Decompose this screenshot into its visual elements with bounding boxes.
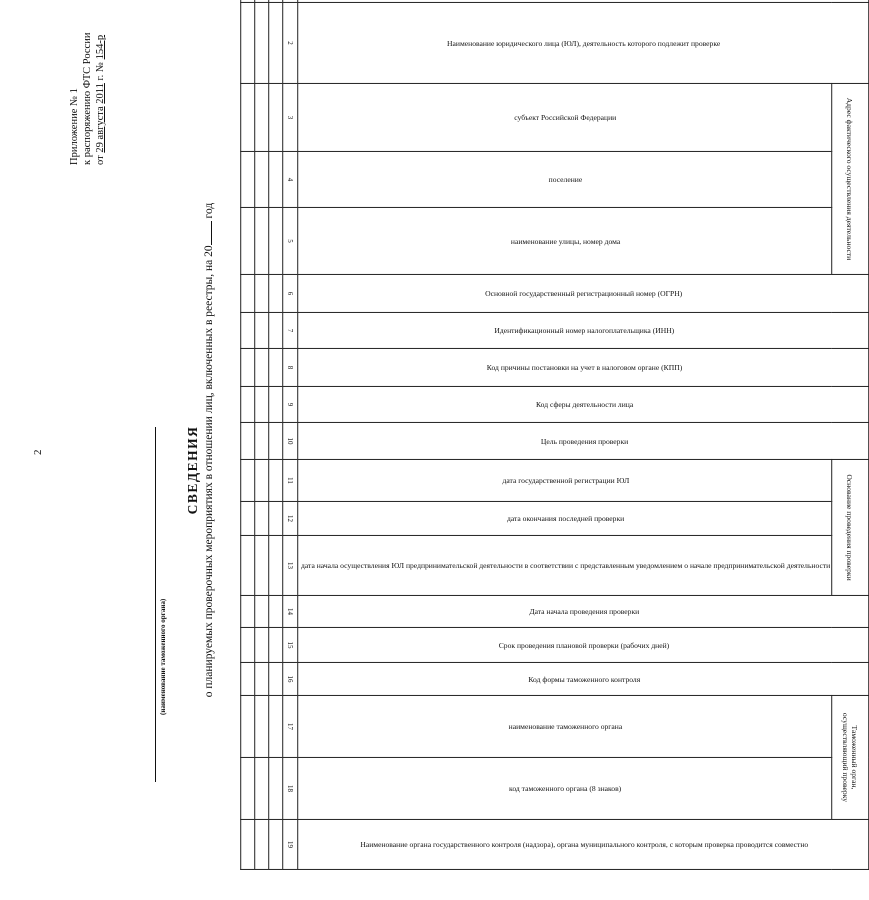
col-number: 18 (283, 758, 298, 820)
header-activity-code: Код сферы деятельности лица (298, 386, 869, 422)
empty-cell (255, 663, 269, 696)
customs-authority-line (155, 427, 156, 782)
empty-cell (241, 386, 255, 422)
empty-cell (255, 535, 269, 595)
header-business-start-date: дата начала осуществления ЮЛ предпринимательской деятельности в соответствии с представленным уведомлением о начале предпринимательской деятельности (298, 535, 832, 595)
appendix-number: 154-р (95, 34, 106, 60)
col-number: 15 (283, 628, 298, 663)
empty-cell (241, 535, 255, 595)
empty-cell (241, 758, 255, 820)
empty-cell (269, 696, 283, 758)
col-number: 2 (283, 2, 298, 83)
year-blank (211, 221, 212, 245)
empty-cell (255, 207, 269, 274)
header-customs-code: код таможенного органа (8 знаков) (298, 758, 832, 820)
header-customs-name: наименование таможенного органа (298, 696, 832, 758)
header-group-basis: Основание проведения проверки (832, 459, 869, 595)
empty-cell (269, 535, 283, 595)
col-number: 7 (283, 312, 298, 348)
empty-cell (241, 207, 255, 274)
empty-cell (255, 83, 269, 151)
empty-cell (269, 348, 283, 386)
col-number: 16 (283, 663, 298, 696)
page-number: 2 (32, 449, 44, 455)
empty-cell (241, 459, 255, 501)
empty-cell (255, 596, 269, 628)
empty-cell (269, 2, 283, 83)
col-number: 4 (283, 151, 298, 207)
blank-data-row (269, 0, 283, 870)
empty-cell (269, 312, 283, 348)
register-table (240, 0, 869, 870)
empty-cell (255, 459, 269, 501)
empty-cell (241, 348, 255, 386)
header-inspection-goal: Цель проведения проверки (298, 422, 869, 459)
empty-cell (241, 151, 255, 207)
empty-cell (241, 596, 255, 628)
empty-cell (241, 2, 255, 83)
appendix-line-1: Приложение № 1 (69, 88, 80, 165)
header-ogrn: Основной государственный регистрационный номер (ОГРН) (298, 274, 869, 312)
empty-cell (255, 312, 269, 348)
header-joint-authority: Наименование органа государственного контроля (надзора), органа муниципального контроля, с которым проверка проводится совместно (298, 820, 869, 870)
empty-cell (255, 151, 269, 207)
header-control-form-code: Код формы таможенного контроля (298, 663, 869, 696)
empty-cell (269, 596, 283, 628)
appendix-year: 2011 (95, 83, 106, 104)
document-title: СВЕДЕНИЯ (185, 425, 200, 515)
empty-cell (269, 274, 283, 312)
header-settlement: поселение (298, 151, 832, 207)
document-subtitle (203, 60, 215, 840)
empty-cell (255, 628, 269, 663)
empty-cell (241, 501, 255, 535)
col-number: 10 (283, 422, 298, 459)
header-region: субъект Российской Федерации (298, 83, 832, 151)
appendix-day-month: 29 августа (95, 106, 106, 153)
col-number: 8 (283, 348, 298, 386)
col-number: 5 (283, 207, 298, 274)
empty-cell (255, 820, 269, 870)
empty-cell (255, 274, 269, 312)
header-duration: Срок проведения плановой проверки (рабочих дней) (298, 628, 869, 663)
empty-cell (269, 459, 283, 501)
empty-cell (255, 422, 269, 459)
header-group-address: Адрес фактического осуществления деятельности (832, 83, 869, 274)
col-number: 19 (283, 820, 298, 870)
col-number: 14 (283, 596, 298, 628)
empty-cell (269, 663, 283, 696)
col-number: 3 (283, 83, 298, 151)
empty-cell (241, 820, 255, 870)
appendix-num-label: № (95, 62, 106, 73)
empty-cell (241, 83, 255, 151)
empty-cell (269, 820, 283, 870)
blank-data-row (255, 0, 269, 870)
appendix-line-2: к распоряжению ФТС России (82, 32, 93, 165)
empty-cell (255, 696, 269, 758)
header-start-date: Дата начала проведения проверки (298, 596, 869, 628)
appendix-line-3 (94, 5, 107, 165)
empty-cell (255, 501, 269, 535)
empty-cell (269, 83, 283, 151)
empty-cell (241, 312, 255, 348)
header-registration-date: дата государственной регистрации ЮЛ (298, 459, 832, 501)
empty-cell (269, 386, 283, 422)
empty-cell (241, 628, 255, 663)
empty-cell (255, 758, 269, 820)
header-last-inspection-date: дата окончания последней проверки (298, 501, 832, 535)
empty-cell (269, 207, 283, 274)
appendix-year-suffix: г. (95, 74, 106, 81)
empty-cell (241, 422, 255, 459)
header-legal-entity-name: Наименование юридического лица (ЮЛ), деятельность которого подлежит проверке (298, 2, 869, 83)
column-number-row (283, 0, 298, 870)
header-group-customs: Таможенный орган, осуществляющий проверку (832, 696, 869, 820)
col-number: 17 (283, 696, 298, 758)
empty-cell (241, 696, 255, 758)
empty-cell (255, 2, 269, 83)
col-number: 12 (283, 501, 298, 535)
empty-cell (269, 758, 283, 820)
col-number: 13 (283, 535, 298, 595)
col-number: 11 (283, 459, 298, 501)
empty-cell (255, 348, 269, 386)
empty-cell (269, 422, 283, 459)
customs-authority-caption: (наименование таможенного органа) (159, 598, 167, 715)
header-street: наименование улицы, номер дома (298, 207, 832, 274)
empty-cell (269, 628, 283, 663)
subtitle-text: о планируемых проверочных мероприятиях в отношении лиц, включенных в реестры, на 20 (203, 245, 215, 698)
empty-cell (269, 501, 283, 535)
subtitle-year-word: год (203, 202, 215, 219)
empty-cell (241, 663, 255, 696)
blank-data-row (241, 0, 255, 870)
col-number: 6 (283, 274, 298, 312)
header-inn: Идентификационный номер налогоплательщика (ИНН) (298, 312, 869, 348)
empty-cell (255, 386, 269, 422)
header-kpp: Код причины постановки на учет в налоговом органе (КПП) (298, 348, 869, 386)
col-number: 9 (283, 386, 298, 422)
appendix-prefix: от (95, 155, 106, 165)
empty-cell (269, 151, 283, 207)
empty-cell (241, 274, 255, 312)
appendix-header (68, 5, 107, 165)
